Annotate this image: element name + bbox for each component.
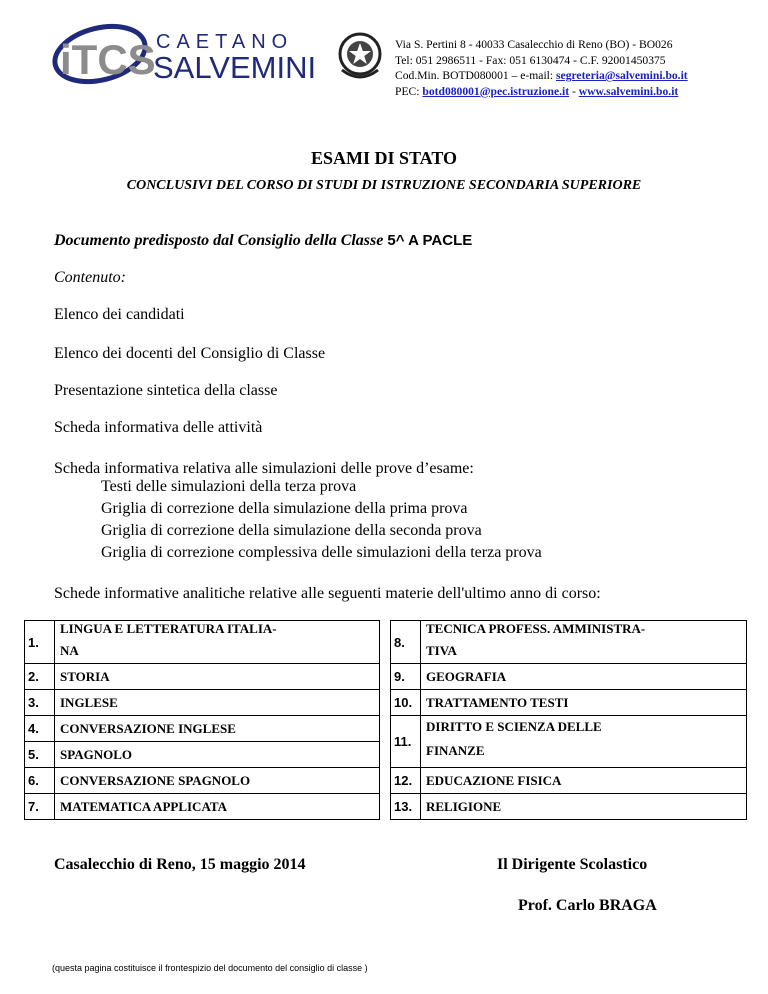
pec-label: PEC: <box>395 84 423 98</box>
subject-row <box>391 794 747 820</box>
document-line <box>54 232 472 250</box>
subject-number: 4. <box>25 716 55 742</box>
subject-number: 12. <box>391 768 421 794</box>
subject-number: 9. <box>391 664 421 690</box>
page-subtitle: CONCLUSIVI DEL CORSO DI STUDI DI ISTRUZIONE SECONDARIA SUPERIORE <box>126 178 642 193</box>
subject-line1: LINGUA E LETTERATURA ITALIA- <box>60 621 277 636</box>
subject-name: CONVERSAZIONE SPAGNOLO <box>55 768 380 794</box>
subject-row <box>25 742 380 768</box>
subject-number: 13. <box>391 794 421 820</box>
contact-info <box>395 37 765 99</box>
contents-heading: Contenuto: <box>54 269 126 286</box>
logo-mark: iTCS <box>60 36 156 83</box>
contents-sub-item: Griglia di correzione complessiva delle simulazioni della terza prova <box>101 544 542 561</box>
contents-item: Elenco dei candidati <box>54 306 185 323</box>
signer-role: Il Dirigente Scolastico <box>497 856 648 873</box>
subject-row <box>391 716 747 768</box>
subject-name <box>421 621 747 664</box>
signer-name: Prof. Carlo BRAGA <box>518 897 657 914</box>
contents-item: Scheda informativa relativa alle simulazioni delle prove d’esame: <box>54 460 474 477</box>
subject-number: 6. <box>25 768 55 794</box>
subjects-table-right <box>390 620 747 820</box>
subject-name <box>421 716 747 768</box>
subject-row <box>391 621 747 664</box>
schede-intro: Schede informative analitiche relative alle seguenti materie dell'ultimo anno di corso: <box>54 585 601 602</box>
subject-line2: NA <box>60 643 79 658</box>
subject-number: 2. <box>25 664 55 690</box>
subject-name: CONVERSAZIONE INGLESE <box>55 716 380 742</box>
contents-item: Elenco dei docenti del Consiglio di Classe <box>54 345 326 362</box>
subject-number: 1. <box>25 621 55 664</box>
subject-number: 5. <box>25 742 55 768</box>
subject-name: SPAGNOLO <box>55 742 380 768</box>
subject-number: 8. <box>391 621 421 664</box>
contents-sub-item: Griglia di correzione della simulazione della seconda prova <box>101 522 482 539</box>
subject-name <box>55 621 380 664</box>
subject-name: EDUCAZIONE FISICA <box>421 768 747 794</box>
contents-sub-item: Testi delle simulazioni della terza prova <box>101 478 357 495</box>
subject-row <box>391 690 747 716</box>
pec-line <box>395 84 765 100</box>
pec-separator: - <box>569 84 579 98</box>
subject-name: STORIA <box>55 664 380 690</box>
email-link[interactable]: segreteria@salvemini.bo.it <box>556 69 688 83</box>
subject-line2: TIVA <box>426 643 457 658</box>
subject-number: 7. <box>25 794 55 820</box>
subject-name: GEOGRAFIA <box>421 664 747 690</box>
subject-line1: TECNICA PROFESS. AMMINISTRA- <box>426 621 646 636</box>
footer-note: (questa pagina costituisce il frontespizio del documento del consiglio di classe ) <box>52 963 368 973</box>
school-logo <box>48 22 338 86</box>
codmin-line <box>395 68 765 84</box>
subject-name: INGLESE <box>55 690 380 716</box>
page-title: ESAMI DI STATO <box>310 148 458 168</box>
subject-line2: FINANZE <box>426 742 485 758</box>
subject-number: 11. <box>391 716 421 768</box>
address-line: Via S. Pertini 8 - 40033 Casalecchio di Reno (BO) - BO026 <box>395 38 673 51</box>
subject-row <box>25 690 380 716</box>
subject-name: RELIGIONE <box>421 794 747 820</box>
subject-row <box>25 794 380 820</box>
subject-name: TRATTAMENTO TESTI <box>421 690 747 716</box>
document-prefix: Documento predisposto dal Consiglio della Classe <box>54 232 384 249</box>
website-link[interactable]: www.salvemini.bo.it <box>578 84 679 98</box>
contents-item: Presentazione sintetica della classe <box>54 382 278 399</box>
contents-sub-item: Griglia di correzione della simulazione della prima prova <box>101 500 468 517</box>
place-date: Casalecchio di Reno, 15 maggio 2014 <box>54 856 306 873</box>
subject-row <box>25 768 380 794</box>
subject-row <box>25 664 380 690</box>
subject-line1: DIRITTO E SCIENZA DELLE <box>426 718 602 734</box>
subjects-table-left <box>24 620 380 820</box>
logo-name-bottom: SALVEMINI <box>153 50 317 85</box>
logo-name-top: CAETANO <box>156 31 294 53</box>
subject-row <box>25 621 380 664</box>
phone-line: Tel: 051 2986511 - Fax: 051 6130474 - C.F. 92001450375 <box>395 53 666 67</box>
subject-row <box>25 716 380 742</box>
contents-item: Scheda informativa delle attività <box>54 419 263 436</box>
subject-row <box>391 768 747 794</box>
subject-number: 3. <box>25 690 55 716</box>
subject-row <box>391 664 747 690</box>
republic-emblem-icon <box>336 30 384 82</box>
pec-email-link[interactable]: botd080001@pec.istruzione.it <box>422 84 570 98</box>
codmin-label: Cod.Min. BOTD080001 – e-mail: <box>395 69 557 83</box>
subject-number: 10. <box>391 690 421 716</box>
subject-name: MATEMATICA APPLICATA <box>55 794 380 820</box>
class-name: 5^ A PACLE <box>387 232 473 249</box>
